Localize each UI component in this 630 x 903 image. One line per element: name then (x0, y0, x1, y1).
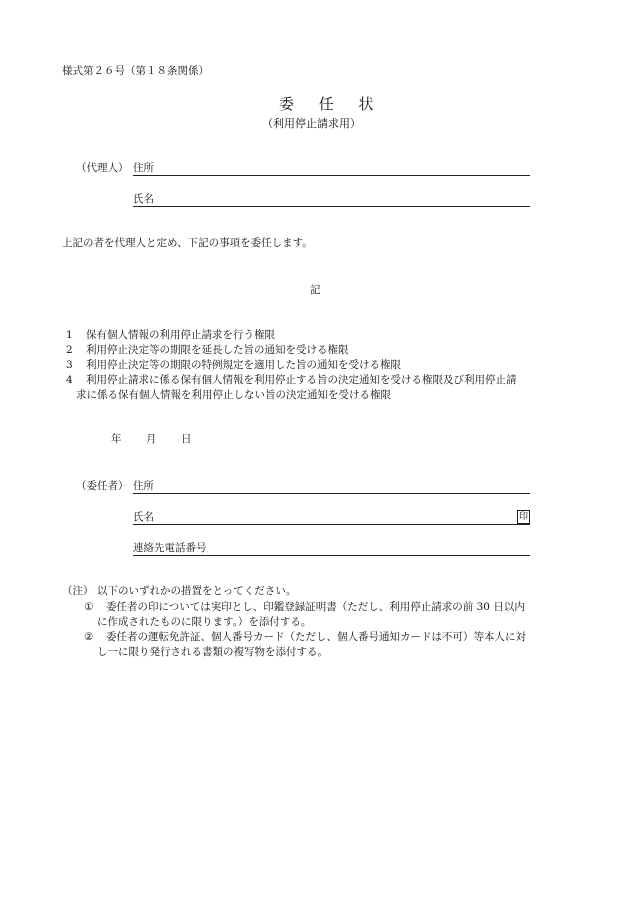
note-text: 委任者の運転免許証、個人番号カード（ただし、個人番号通知カードは不可）等本人に対 (106, 631, 526, 643)
list-item-number: 3 (66, 359, 73, 371)
principal-name-field[interactable] (133, 524, 530, 525)
principal-name-label: 氏名 (133, 511, 154, 523)
note-mark: ② (84, 631, 94, 643)
list-item: 利用停止決定等の期限を延長した旨の通知を受ける権限 (86, 344, 349, 356)
principal-address-label: 住所 (133, 480, 154, 492)
principal-address-field[interactable] (133, 493, 530, 494)
note-mark: ① (84, 601, 94, 613)
note-text-continuation: に作成されたものに限ります。）を添付する。 (97, 616, 312, 628)
delegation-statement: 上記の者を代理人と定め、下記の事項を委任します。 (62, 237, 313, 249)
seal-box[interactable]: 印 (518, 512, 528, 522)
notes-label: （注） (62, 585, 94, 597)
note-text: 委任者の印については実印とし、印鑑登録証明書（ただし、利用停止請求の前 30 日以内 (106, 601, 525, 613)
agent-name-field[interactable] (133, 206, 530, 207)
document-title: 委 任 状 (279, 95, 384, 113)
list-item: 利用停止請求に係る保有個人情報を利用停止する旨の決定通知を受ける権限及び利用停止請 (86, 374, 517, 386)
agent-address-field[interactable] (133, 175, 530, 176)
agent-name-label: 氏名 (133, 193, 154, 205)
date-month: 月 (146, 433, 157, 445)
notes-intro: 以下のいずれかの措置をとってください。 (97, 585, 297, 597)
agent-label: （代理人） (76, 162, 129, 174)
date-day: 日 (181, 433, 192, 445)
principal-phone-field[interactable] (133, 555, 530, 556)
date-year: 年 (111, 433, 122, 445)
document-subtitle: （利用停止請求用） (262, 117, 361, 130)
form-number: 様式第２６号（第１８条関係） (62, 65, 209, 77)
principal-label: （委任者） (76, 480, 129, 492)
agent-address-label: 住所 (133, 162, 154, 174)
list-item: 利用停止決定等の期限の特例規定を適用した旨の通知を受ける権限 (86, 359, 401, 371)
list-item-number: 2 (66, 344, 73, 356)
list-item-number: 1 (66, 329, 73, 341)
list-item-number: 4 (66, 374, 73, 386)
list-item-continuation: 求に係る保有個人情報を利用停止しない旨の決定通知を受ける権限 (76, 389, 391, 401)
ki-heading: 記 (310, 284, 321, 296)
principal-phone-label: 連絡先電話番号 (133, 542, 207, 554)
note-text-continuation: し一に限り発行される書類の複写物を添付する。 (97, 646, 328, 658)
list-item: 保有個人情報の利用停止請求を行う権限 (86, 329, 275, 341)
